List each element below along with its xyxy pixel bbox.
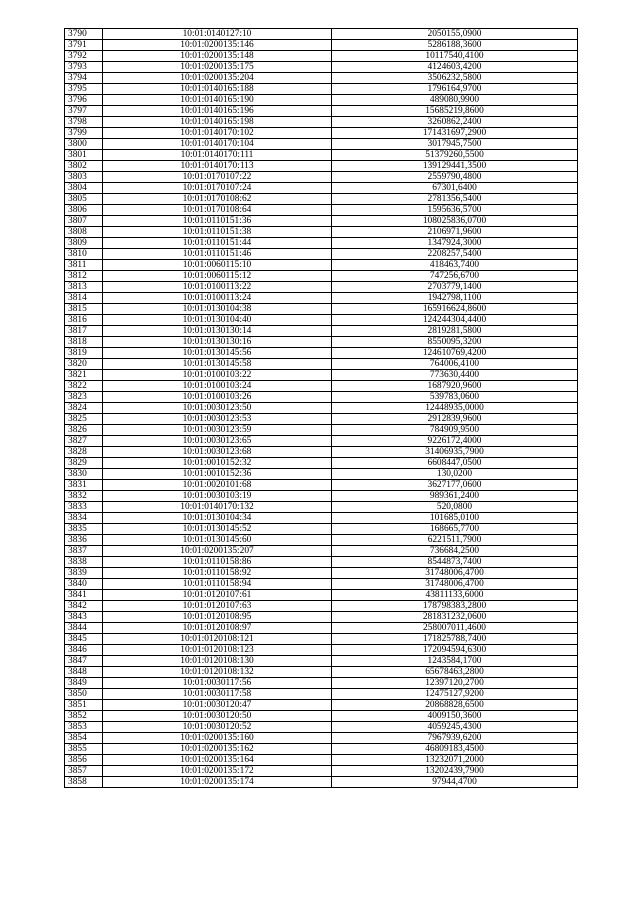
cadastral-number-cell: 10:01:0030120:47 (103, 700, 332, 711)
table-row (65, 711, 578, 722)
cadastral-number-cell: 10:01:0110151:38 (103, 227, 332, 238)
row-number-cell: 3809 (65, 238, 103, 249)
cadastral-number-cell: 10:01:0140165:190 (103, 95, 332, 106)
value-cell: 171431697,2900 (332, 128, 578, 139)
cadastral-number-cell: 10:01:0200135:174 (103, 777, 332, 788)
value-cell: 130,0200 (332, 469, 578, 480)
value-cell: 15685219,8600 (332, 106, 578, 117)
table-row (65, 579, 578, 590)
row-number-cell: 3798 (65, 117, 103, 128)
row-number-cell: 3858 (65, 777, 103, 788)
value-cell: 3260862,2400 (332, 117, 578, 128)
row-number-cell: 3795 (65, 84, 103, 95)
value-cell: 178798383,2800 (332, 601, 578, 612)
row-number-cell: 3823 (65, 392, 103, 403)
value-cell: 1347924,3000 (332, 238, 578, 249)
table-row (65, 249, 578, 260)
table-row (65, 194, 578, 205)
cadastral-number-cell: 10:01:0170107:24 (103, 183, 332, 194)
value-cell: 31748006,4700 (332, 579, 578, 590)
cadastral-number-cell: 10:01:0130104:38 (103, 304, 332, 315)
row-number-cell: 3831 (65, 480, 103, 491)
row-number-cell: 3802 (65, 161, 103, 172)
row-number-cell: 3811 (65, 260, 103, 271)
value-cell: 736684,2500 (332, 546, 578, 557)
table-row (65, 535, 578, 546)
table-row (65, 480, 578, 491)
value-cell: 108025836,0700 (332, 216, 578, 227)
table-row (65, 29, 578, 40)
table-row (65, 403, 578, 414)
value-cell: 13232071,2000 (332, 755, 578, 766)
value-cell: 539783,0600 (332, 392, 578, 403)
row-number-cell: 3793 (65, 62, 103, 73)
value-cell: 1942798,1100 (332, 293, 578, 304)
cadastral-number-cell: 10:01:0140127:10 (103, 29, 332, 40)
row-number-cell: 3808 (65, 227, 103, 238)
value-cell: 2559790,4800 (332, 172, 578, 183)
table-row (65, 623, 578, 634)
table-row (65, 634, 578, 645)
cadastral-number-cell: 10:01:0030123:65 (103, 436, 332, 447)
value-cell: 43811133,6000 (332, 590, 578, 601)
cadastral-number-cell: 10:01:0200135:146 (103, 40, 332, 51)
table-row (65, 590, 578, 601)
value-cell: 165916624,8600 (332, 304, 578, 315)
table-row (65, 656, 578, 667)
value-cell: 46809183,4500 (332, 744, 578, 755)
row-number-cell: 3826 (65, 425, 103, 436)
row-number-cell: 3822 (65, 381, 103, 392)
cadastral-number-cell: 10:01:0100103:24 (103, 381, 332, 392)
cadastral-number-cell: 10:01:0110158:92 (103, 568, 332, 579)
value-cell: 65678463,2800 (332, 667, 578, 678)
value-cell: 4124603,4200 (332, 62, 578, 73)
value-cell: 8544873,7400 (332, 557, 578, 568)
row-number-cell: 3849 (65, 678, 103, 689)
cadastral-number-cell: 10:01:0120108:132 (103, 667, 332, 678)
row-number-cell: 3794 (65, 73, 103, 84)
value-cell: 12475127,9200 (332, 689, 578, 700)
value-cell: 764006,4100 (332, 359, 578, 370)
value-cell: 31748006,4700 (332, 568, 578, 579)
table-row (65, 777, 578, 788)
row-number-cell: 3835 (65, 524, 103, 535)
row-number-cell: 3810 (65, 249, 103, 260)
value-cell: 3627177,0600 (332, 480, 578, 491)
cadastral-number-cell: 10:01:0030117:56 (103, 678, 332, 689)
cadastral-number-cell: 10:01:0110151:36 (103, 216, 332, 227)
cadastral-number-cell: 10:01:0140170:132 (103, 502, 332, 513)
table-row (65, 161, 578, 172)
value-cell: 97944,4700 (332, 777, 578, 788)
cadastral-number-cell: 10:01:0030123:59 (103, 425, 332, 436)
cadastral-number-cell: 10:01:0140170:113 (103, 161, 332, 172)
row-number-cell: 3856 (65, 755, 103, 766)
row-number-cell: 3845 (65, 634, 103, 645)
value-cell: 1796164,9700 (332, 84, 578, 95)
value-cell: 784909,9500 (332, 425, 578, 436)
value-cell: 520,0800 (332, 502, 578, 513)
row-number-cell: 3800 (65, 139, 103, 150)
cadastral-number-cell: 10:01:0200135:148 (103, 51, 332, 62)
value-cell: 1243584,1700 (332, 656, 578, 667)
cadastral-number-cell: 10:01:0200135:162 (103, 744, 332, 755)
table-row (65, 755, 578, 766)
row-number-cell: 3805 (65, 194, 103, 205)
table-row (65, 568, 578, 579)
value-cell: 2781356,5400 (332, 194, 578, 205)
value-cell: 418463,7400 (332, 260, 578, 271)
table-row (65, 524, 578, 535)
cadastral-number-cell: 10:01:0130145:60 (103, 535, 332, 546)
table-row (65, 359, 578, 370)
value-cell: 2106971,9600 (332, 227, 578, 238)
value-cell: 2912839,9600 (332, 414, 578, 425)
table-row (65, 689, 578, 700)
cadastral-number-cell: 10:01:0140170:102 (103, 128, 332, 139)
table-row (65, 282, 578, 293)
row-number-cell: 3834 (65, 513, 103, 524)
cadastral-number-cell: 10:01:0140170:104 (103, 139, 332, 150)
row-number-cell: 3852 (65, 711, 103, 722)
data-table (64, 28, 578, 788)
table-row (65, 326, 578, 337)
table-row (65, 337, 578, 348)
cadastral-number-cell: 10:01:0120107:61 (103, 590, 332, 601)
value-cell: 10117540,4100 (332, 51, 578, 62)
row-number-cell: 3807 (65, 216, 103, 227)
value-cell: 3506232,5800 (332, 73, 578, 84)
table-row (65, 293, 578, 304)
table-row (65, 601, 578, 612)
table-row (65, 458, 578, 469)
value-cell: 3017945,7500 (332, 139, 578, 150)
table-row (65, 491, 578, 502)
row-number-cell: 3844 (65, 623, 103, 634)
value-cell: 31406935,7900 (332, 447, 578, 458)
cadastral-number-cell: 10:01:0200135:175 (103, 62, 332, 73)
cadastral-number-cell: 10:01:0100113:22 (103, 282, 332, 293)
value-cell: 67301,6400 (332, 183, 578, 194)
row-number-cell: 3796 (65, 95, 103, 106)
table-row (65, 700, 578, 711)
cadastral-number-cell: 10:01:0030120:50 (103, 711, 332, 722)
value-cell: 1595636,5700 (332, 205, 578, 216)
cadastral-number-cell: 10:01:0120108:130 (103, 656, 332, 667)
cadastral-number-cell: 10:01:0200135:172 (103, 766, 332, 777)
cadastral-number-cell: 10:01:0030123:68 (103, 447, 332, 458)
row-number-cell: 3840 (65, 579, 103, 590)
row-number-cell: 3853 (65, 722, 103, 733)
value-cell: 172094594,6300 (332, 645, 578, 656)
value-cell: 2819281,5800 (332, 326, 578, 337)
row-number-cell: 3847 (65, 656, 103, 667)
cadastral-number-cell: 10:01:0100103:26 (103, 392, 332, 403)
value-cell: 51379260,5500 (332, 150, 578, 161)
value-cell: 124244304,4400 (332, 315, 578, 326)
cadastral-number-cell: 10:01:0110151:44 (103, 238, 332, 249)
row-number-cell: 3841 (65, 590, 103, 601)
row-number-cell: 3825 (65, 414, 103, 425)
value-cell: 7967939,6200 (332, 733, 578, 744)
cadastral-number-cell: 10:01:0140165:196 (103, 106, 332, 117)
cadastral-number-cell: 10:01:0100113:24 (103, 293, 332, 304)
value-cell: 773630,4400 (332, 370, 578, 381)
cadastral-number-cell: 10:01:0120108:97 (103, 623, 332, 634)
cadastral-number-cell: 10:01:0030123:53 (103, 414, 332, 425)
row-number-cell: 3857 (65, 766, 103, 777)
cadastral-number-cell: 10:01:0200135:164 (103, 755, 332, 766)
value-cell: 171825788,7400 (332, 634, 578, 645)
row-number-cell: 3836 (65, 535, 103, 546)
value-cell: 2208257,5400 (332, 249, 578, 260)
cadastral-number-cell: 10:01:0120108:95 (103, 612, 332, 623)
table-row (65, 216, 578, 227)
row-number-cell: 3801 (65, 150, 103, 161)
table-row (65, 546, 578, 557)
value-cell: 139129441,3500 (332, 161, 578, 172)
cadastral-number-cell: 10:01:0130104:34 (103, 513, 332, 524)
row-number-cell: 3799 (65, 128, 103, 139)
row-number-cell: 3821 (65, 370, 103, 381)
row-number-cell: 3850 (65, 689, 103, 700)
row-number-cell: 3815 (65, 304, 103, 315)
cadastral-number-cell: 10:01:0130145:56 (103, 348, 332, 359)
row-number-cell: 3790 (65, 29, 103, 40)
table-row (65, 51, 578, 62)
table-row (65, 392, 578, 403)
table-row (65, 447, 578, 458)
table-row (65, 260, 578, 271)
table-row (65, 73, 578, 84)
value-cell: 12397120,2700 (332, 678, 578, 689)
row-number-cell: 3819 (65, 348, 103, 359)
cadastral-number-cell: 10:01:0140165:188 (103, 84, 332, 95)
value-cell: 281831232,0600 (332, 612, 578, 623)
cadastral-number-cell: 10:01:0060115:12 (103, 271, 332, 282)
cadastral-number-cell: 10:01:0010152:36 (103, 469, 332, 480)
row-number-cell: 3848 (65, 667, 103, 678)
table-row (65, 139, 578, 150)
value-cell: 4009150,3600 (332, 711, 578, 722)
table-row (65, 436, 578, 447)
table-row (65, 62, 578, 73)
value-cell: 124610769,4200 (332, 348, 578, 359)
cadastral-number-cell: 10:01:0030120:52 (103, 722, 332, 733)
cadastral-number-cell: 10:01:0130145:58 (103, 359, 332, 370)
value-cell: 20868828,6500 (332, 700, 578, 711)
row-number-cell: 3814 (65, 293, 103, 304)
table-row (65, 84, 578, 95)
row-number-cell: 3829 (65, 458, 103, 469)
cadastral-number-cell: 10:01:0170108:62 (103, 194, 332, 205)
cadastral-number-cell: 10:01:0030117:58 (103, 689, 332, 700)
table-row (65, 678, 578, 689)
cadastral-number-cell: 10:01:0110151:46 (103, 249, 332, 260)
cadastral-number-cell: 10:01:0130130:16 (103, 337, 332, 348)
cadastral-number-cell: 10:01:0110158:86 (103, 557, 332, 568)
value-cell: 13202439,7900 (332, 766, 578, 777)
table-row (65, 128, 578, 139)
row-number-cell: 3833 (65, 502, 103, 513)
value-cell: 2703779,1400 (332, 282, 578, 293)
row-number-cell: 3843 (65, 612, 103, 623)
row-number-cell: 3806 (65, 205, 103, 216)
table-row (65, 238, 578, 249)
value-cell: 12448935,0000 (332, 403, 578, 414)
cadastral-number-cell: 10:01:0130130:14 (103, 326, 332, 337)
row-number-cell: 3827 (65, 436, 103, 447)
table-row (65, 645, 578, 656)
table-row (65, 557, 578, 568)
cadastral-number-cell: 10:01:0110158:94 (103, 579, 332, 590)
row-number-cell: 3839 (65, 568, 103, 579)
table-row (65, 106, 578, 117)
cadastral-number-cell: 10:01:0100103:22 (103, 370, 332, 381)
cadastral-number-cell: 10:01:0030103:19 (103, 491, 332, 502)
table-row (65, 315, 578, 326)
cadastral-number-cell: 10:01:0120107:63 (103, 601, 332, 612)
table-row (65, 205, 578, 216)
value-cell: 5286188,3600 (332, 40, 578, 51)
table-row (65, 227, 578, 238)
cadastral-number-cell: 10:01:0130145:52 (103, 524, 332, 535)
row-number-cell: 3832 (65, 491, 103, 502)
table-row (65, 348, 578, 359)
table-row (65, 150, 578, 161)
row-number-cell: 3824 (65, 403, 103, 414)
row-number-cell: 3851 (65, 700, 103, 711)
value-cell: 6221511,7900 (332, 535, 578, 546)
row-number-cell: 3828 (65, 447, 103, 458)
cadastral-number-cell: 10:01:0120108:123 (103, 645, 332, 656)
value-cell: 747256,6700 (332, 271, 578, 282)
row-number-cell: 3855 (65, 744, 103, 755)
table-row (65, 733, 578, 744)
row-number-cell: 3842 (65, 601, 103, 612)
table-row (65, 469, 578, 480)
cadastral-number-cell: 10:01:0130104:40 (103, 315, 332, 326)
table-row (65, 117, 578, 128)
table-row (65, 370, 578, 381)
table-row (65, 425, 578, 436)
value-cell: 101685,0100 (332, 513, 578, 524)
row-number-cell: 3803 (65, 172, 103, 183)
cadastral-number-cell: 10:01:0200135:160 (103, 733, 332, 744)
row-number-cell: 3792 (65, 51, 103, 62)
row-number-cell: 3804 (65, 183, 103, 194)
cadastral-number-cell: 10:01:0010152:32 (103, 458, 332, 469)
cadastral-number-cell: 10:01:0170107:22 (103, 172, 332, 183)
row-number-cell: 3817 (65, 326, 103, 337)
row-number-cell: 3797 (65, 106, 103, 117)
table-row (65, 513, 578, 524)
table-row (65, 172, 578, 183)
cadastral-number-cell: 10:01:0120108:121 (103, 634, 332, 645)
table-row (65, 40, 578, 51)
row-number-cell: 3813 (65, 282, 103, 293)
table-row (65, 304, 578, 315)
cadastral-number-cell: 10:01:0020101:68 (103, 480, 332, 491)
table-row (65, 766, 578, 777)
row-number-cell: 3818 (65, 337, 103, 348)
row-number-cell: 3854 (65, 733, 103, 744)
value-cell: 489080,9900 (332, 95, 578, 106)
cadastral-number-cell: 10:01:0200135:207 (103, 546, 332, 557)
table-row (65, 183, 578, 194)
table-row (65, 381, 578, 392)
row-number-cell: 3838 (65, 557, 103, 568)
cadastral-number-cell: 10:01:0140165:198 (103, 117, 332, 128)
value-cell: 8550095,3200 (332, 337, 578, 348)
value-cell: 168665,7700 (332, 524, 578, 535)
cadastral-number-cell: 10:01:0170108:64 (103, 205, 332, 216)
table-body (65, 29, 578, 788)
row-number-cell: 3791 (65, 40, 103, 51)
row-number-cell: 3846 (65, 645, 103, 656)
table-row (65, 744, 578, 755)
table-row (65, 502, 578, 513)
cadastral-number-cell: 10:01:0140170:111 (103, 150, 332, 161)
value-cell: 9226172,4000 (332, 436, 578, 447)
row-number-cell: 3812 (65, 271, 103, 282)
table-row (65, 722, 578, 733)
table-row (65, 612, 578, 623)
value-cell: 6608447,0500 (332, 458, 578, 469)
table-row (65, 271, 578, 282)
row-number-cell: 3820 (65, 359, 103, 370)
row-number-cell: 3837 (65, 546, 103, 557)
table-row (65, 667, 578, 678)
value-cell: 2050155,0900 (332, 29, 578, 40)
row-number-cell: 3830 (65, 469, 103, 480)
row-number-cell: 3816 (65, 315, 103, 326)
cadastral-number-cell: 10:01:0200135:204 (103, 73, 332, 84)
value-cell: 1687920,9600 (332, 381, 578, 392)
table-row (65, 414, 578, 425)
value-cell: 4059245,4300 (332, 722, 578, 733)
cadastral-number-cell: 10:01:0060115:10 (103, 260, 332, 271)
cadastral-number-cell: 10:01:0030123:50 (103, 403, 332, 414)
value-cell: 989361,2400 (332, 491, 578, 502)
value-cell: 258007011,4600 (332, 623, 578, 634)
table-row (65, 95, 578, 106)
